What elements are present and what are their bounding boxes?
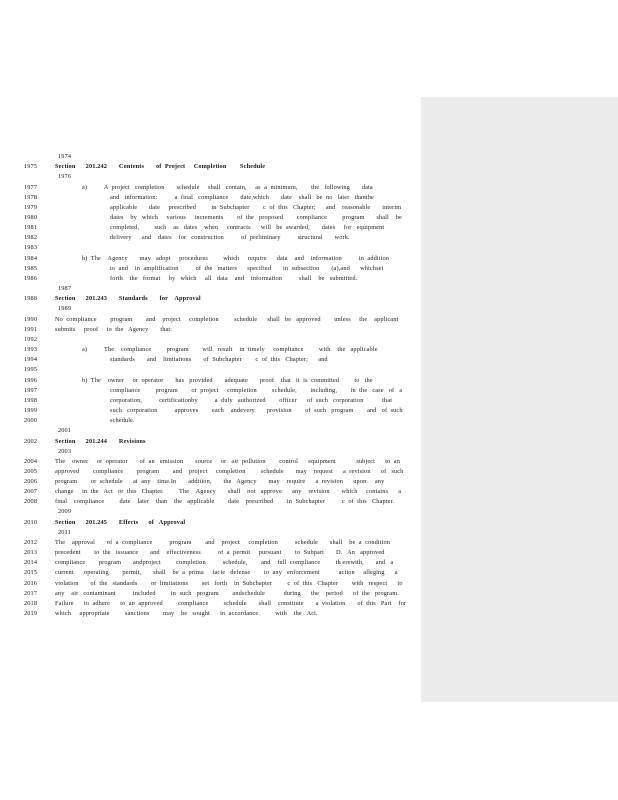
line-text: dates by which various increments of the proposed compliance program shall be: [110, 214, 402, 221]
line-number: 1985: [24, 265, 38, 272]
line-text: current operating permit, shall be a prima facie defense to any enforcement action alleging a: [55, 569, 398, 576]
line-text: and information: a final compliance date,which date shall be no later thanthe: [110, 194, 374, 201]
line-number: 1978: [24, 194, 38, 201]
line-number: 2004: [24, 458, 38, 465]
line-text: 2003: [58, 448, 72, 455]
line-text: Section 201.243 Standards for Approval: [55, 295, 201, 302]
line-number: 1977: [24, 184, 38, 191]
line-text: Section 201.244 Revisions: [55, 438, 146, 445]
line-text: 2001: [58, 427, 72, 434]
line-number: 1982: [24, 234, 38, 241]
line-text: approved compliance program and project completion schedule may request a revision of such: [55, 468, 404, 475]
line-number: 2019: [24, 610, 38, 617]
line-text: 1987: [58, 285, 72, 292]
line-number: 2008: [24, 498, 38, 505]
line-text: completed, such as dates when contracts will be awarded, dates for equipment: [110, 224, 385, 231]
line-text: compliance program or project completion schedule, including, in the case of a: [110, 387, 403, 394]
line-number: 1999: [24, 407, 38, 414]
line-text: Section 201.245 Effects of Approval: [55, 519, 186, 526]
line-text: 1974: [58, 153, 72, 160]
line-number: 2015: [24, 569, 38, 576]
line-number: 2018: [24, 600, 38, 607]
line-number: 1975: [24, 163, 38, 170]
comment-sidebar: [421, 97, 618, 702]
line-number: 2010: [24, 519, 38, 526]
line-text: final compliance date later than the applicable date prescribed in Subchapter c of this Chapter.: [55, 498, 395, 505]
line-number: 1998: [24, 397, 38, 404]
line-number: 2016: [24, 580, 38, 587]
line-text: violation of the standards or limitations set forth in Subchapter c of this Chapter with respect to: [55, 580, 403, 587]
line-text: forth the format by which all data and information shall be submitted.: [110, 275, 358, 282]
line-text: submits proof to the Agency that:: [55, 326, 173, 333]
line-number: 2000: [24, 417, 38, 424]
line-number: 2014: [24, 559, 38, 566]
line-text: 1989: [58, 305, 72, 312]
line-number: 2005: [24, 468, 38, 475]
line-text: such corporation approves each andevery provision of such program and of such: [110, 407, 403, 414]
line-text: The owner or operator of an emission source or air pollution control equipment subject to an: [55, 458, 400, 465]
line-text: Failure to adhere to an approved compliance schedule shall constitute a violation of this Part for: [55, 600, 407, 607]
line-number: 2017: [24, 590, 38, 597]
line-number: 1990: [24, 316, 38, 323]
line-text: a) A project completion schedule shall contain, as a minimum, the following data: [82, 184, 373, 191]
line-text: a) The compliance program will result in timely compliance with the applicable: [82, 346, 378, 353]
line-number: 1992: [24, 336, 38, 343]
line-text: The approval of a compliance program and project completion schedule shall be a condition: [55, 539, 391, 546]
line-text: delivery and dates for construction of preliminary structural work.: [110, 234, 350, 241]
line-number: 1979: [24, 204, 38, 211]
line-text: 2011: [58, 529, 71, 536]
line-text: b) The owner or operator has provided adequate proof that it is committed to the: [82, 377, 373, 384]
line-number: 1994: [24, 356, 38, 363]
line-number: 2013: [24, 549, 38, 556]
line-number: 1993: [24, 346, 38, 353]
line-number: 1983: [24, 244, 38, 251]
line-number: 2012: [24, 539, 38, 546]
line-text: No compliance program and project completion schedule shall be approved unless the applicant: [55, 316, 399, 323]
line-text: standards and limitations of Subchapter c of this Chapter; and: [110, 356, 328, 363]
line-number: 1991: [24, 326, 38, 333]
line-text: Section 201.242 Contents of Project Completion Schedule: [55, 163, 266, 170]
line-number: 2002: [24, 438, 38, 445]
line-text: program or schedule at any time.In addition, the Agency may require a revision upon any: [55, 478, 385, 485]
line-text: compliance program andproject completion schedule, and full compliance th erewith, and a: [55, 559, 394, 566]
line-text: precedent to the issuance and effectiveness of a permit pursuant to Subpart D. An approved: [55, 549, 385, 556]
line-text: b) The Agency may adopt procedures which require data and information in addition: [82, 255, 390, 262]
line-text: corporation, certificationby a duly authorized officer of such corporation that: [110, 397, 393, 404]
line-number: 2007: [24, 488, 38, 495]
line-text: change in the Act or this Chapter. The Agency shall not approve any revision which contains a: [55, 488, 402, 495]
line-text: any air contaminant included in such program andschedule during the period of the program.: [55, 590, 399, 597]
line-number: 1986: [24, 275, 38, 282]
line-number: 1981: [24, 224, 38, 231]
line-text: 1976: [58, 173, 72, 180]
line-text: schedule.: [110, 417, 135, 424]
line-text: which appropriate sanctions may be sought in accordance with the Act.: [55, 610, 318, 617]
line-number: 1995: [24, 366, 38, 373]
line-number: 1997: [24, 387, 38, 394]
line-text: applicable date prescribed in Subchapter c of this Chapter; and reasonable interim: [110, 204, 402, 211]
line-number: 1980: [24, 214, 38, 221]
line-number: 2006: [24, 478, 38, 485]
line-number: 1996: [24, 377, 38, 384]
line-number: 1984: [24, 255, 38, 262]
line-text: to and in amplification of the matters specified in subsection (a),and whichset: [110, 265, 384, 272]
line-number: 1988: [24, 295, 38, 302]
line-text: 2009: [58, 508, 72, 515]
